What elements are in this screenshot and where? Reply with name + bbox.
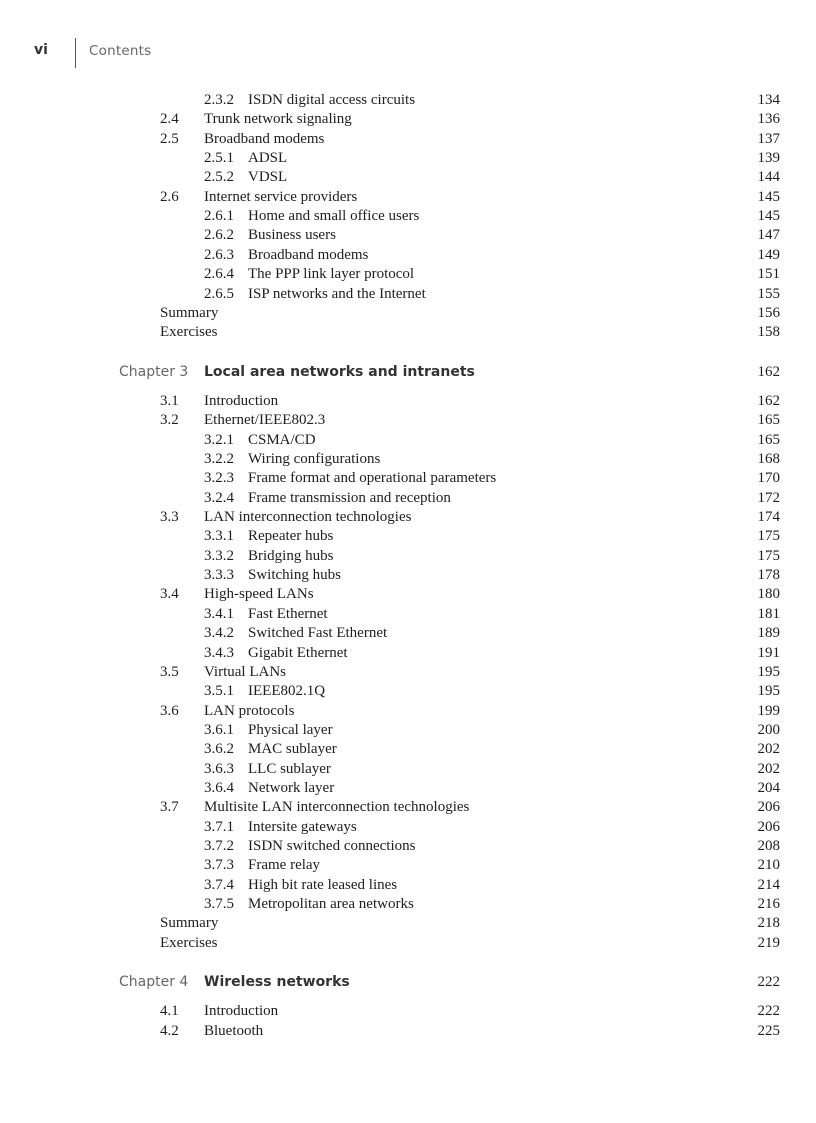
section-number: 3.1	[160, 392, 179, 409]
section-number: 3.7.2	[204, 838, 234, 854]
section-title: LAN protocols	[204, 702, 295, 719]
page-ref: 222	[757, 1003, 780, 1020]
section-title: Frame format and operational parameters	[248, 470, 497, 487]
section-number: 4.2	[160, 1022, 179, 1039]
section-number: 3.2.4	[204, 489, 234, 506]
running-header	[0, 38, 816, 68]
toc-entry	[0, 837, 816, 856]
page-ref: 218	[757, 915, 780, 932]
section-title: Trunk network signaling	[204, 111, 352, 128]
section-title: Introduction	[204, 1003, 279, 1020]
toc-entry	[0, 411, 816, 430]
page-ref: 222	[757, 974, 780, 991]
section-title: Physical layer	[248, 721, 333, 738]
section-number: 2.5	[160, 130, 179, 147]
section-number: 2.5.1	[204, 150, 234, 166]
section-title: IEEE802.1Q	[248, 683, 326, 700]
section-number: 3.7.1	[204, 818, 234, 835]
section-title: Gigabit Ethernet	[248, 644, 348, 661]
section-title: High-speed LANs	[204, 586, 314, 603]
section-number: 3.4.3	[204, 644, 234, 661]
section-title: Ethernet/IEEE802.3	[204, 412, 326, 429]
section-title: Repeater hubs	[248, 528, 334, 545]
section-title: LAN interconnection technologies	[204, 509, 412, 525]
toc-entry	[0, 605, 816, 624]
toc-entry	[0, 663, 816, 682]
section-title: Introduction	[204, 392, 279, 409]
page-ref: 147	[757, 227, 780, 244]
section-title: Broadband modems	[248, 246, 369, 263]
toc-entry	[0, 188, 816, 207]
page-ref: 165	[757, 412, 780, 429]
section-number: 3.6.1	[204, 721, 234, 738]
section-title: Metropolitan area networks	[248, 896, 414, 912]
page-ref: 200	[757, 721, 780, 738]
toc-entry	[0, 547, 816, 566]
page-ref: 175	[757, 547, 780, 564]
toc-entry	[0, 246, 816, 265]
section-title: Virtual LANs	[204, 663, 287, 680]
section-title: Wiring configurations	[248, 451, 381, 467]
section-number: 3.4	[160, 586, 179, 603]
section-number: 2.6.1	[204, 208, 234, 225]
toc-entry	[0, 265, 816, 284]
chapter-title: Wireless networks	[204, 974, 350, 991]
toc-entry	[0, 469, 816, 488]
toc-entry	[0, 798, 816, 817]
section-title: Broadband modems	[204, 130, 325, 147]
section-number: 3.7.4	[204, 876, 234, 893]
toc-entry	[0, 168, 816, 187]
section-title: Business users	[248, 227, 336, 244]
section-number: 3.2	[160, 412, 179, 429]
section-number: 3.2.1	[204, 431, 234, 448]
page-ref: 170	[757, 470, 780, 487]
section-title: Summary	[160, 915, 219, 932]
section-number: 3.2.3	[204, 470, 234, 487]
page-ref: 195	[757, 663, 780, 680]
section-number: 2.6.3	[204, 246, 234, 263]
section-title: Fast Ethernet	[248, 605, 328, 622]
section-number: 3.7	[160, 799, 179, 816]
section-number: 3.6	[160, 702, 179, 719]
page-ref: 206	[757, 799, 780, 816]
page-ref: 180	[757, 586, 780, 603]
toc-entry	[0, 914, 816, 933]
section-title: CSMA/CD	[248, 431, 316, 448]
toc-entry	[0, 450, 816, 469]
section-title: Summary	[160, 304, 219, 321]
page-ref: 216	[757, 896, 780, 912]
page-ref: 195	[757, 683, 780, 700]
section-number: 3.3.2	[204, 547, 234, 564]
toc-entry	[0, 566, 816, 585]
section-title: Frame transmission and reception	[248, 489, 451, 506]
section-title: Exercises	[160, 934, 218, 951]
toc-entry	[0, 682, 816, 701]
toc-entry	[0, 149, 816, 168]
section-number: 3.3.1	[204, 528, 234, 545]
section-title: The PPP link layer protocol	[248, 266, 415, 283]
toc-entry	[0, 91, 816, 110]
toc-entry	[0, 702, 816, 721]
page-ref: 155	[757, 285, 780, 302]
section-title: Switching hubs	[248, 567, 341, 584]
section-number: 4.1	[160, 1003, 179, 1020]
section-title: Internet service providers	[204, 188, 358, 205]
page-ref: 134	[757, 92, 780, 108]
page-ref: 136	[757, 111, 780, 128]
toc-entry	[0, 489, 816, 508]
page-ref: 144	[757, 169, 780, 186]
toc-entry	[0, 130, 816, 149]
page-ref: 156	[757, 304, 780, 321]
toc-entry	[0, 934, 816, 953]
toc-entry	[0, 207, 816, 226]
page-ref: 214	[757, 876, 780, 893]
section-title: ISDN switched connections	[248, 838, 416, 854]
toc-entry	[0, 740, 816, 759]
section-number: 3.7.3	[204, 857, 234, 874]
toc-entry	[0, 110, 816, 129]
page-ref: 172	[757, 489, 780, 506]
section-number: 2.6.5	[204, 285, 234, 302]
toc-entry	[0, 644, 816, 663]
chapter-label: Chapter 3	[119, 363, 189, 380]
section-number: 3.7.5	[204, 896, 234, 912]
section-number: 3.6.4	[204, 779, 234, 796]
section-number: 2.6.4	[204, 266, 234, 283]
toc-entry	[0, 856, 816, 875]
section-title: Intersite gateways	[248, 818, 357, 835]
page-ref: 189	[757, 625, 780, 642]
section-title: LLC sublayer	[248, 760, 331, 777]
toc-entry	[0, 760, 816, 779]
section-title: Switched Fast Ethernet	[248, 625, 388, 642]
page-ref: 178	[757, 567, 780, 584]
page-ref: 174	[757, 509, 780, 525]
page-ref: 168	[757, 451, 780, 467]
section-number: 3.5	[160, 663, 179, 680]
page-ref: 139	[757, 150, 780, 166]
page-number: vi	[34, 42, 48, 58]
page-ref: 202	[757, 760, 780, 777]
toc-chapter-heading	[0, 363, 816, 382]
toc-entry	[0, 876, 816, 895]
toc-entry	[0, 1022, 816, 1041]
section-title: High bit rate leased lines	[248, 876, 398, 893]
toc-entry	[0, 779, 816, 798]
toc-entry	[0, 431, 816, 450]
section-title: ISP networks and the Internet	[248, 285, 426, 302]
page-ref: 181	[757, 605, 780, 622]
page-ref: 202	[757, 741, 780, 758]
page-ref: 210	[757, 857, 780, 874]
section-number: 2.6.2	[204, 227, 234, 244]
section-number: 2.3.2	[204, 92, 234, 108]
section-number: 3.2.2	[204, 451, 234, 467]
page-ref: 225	[757, 1022, 780, 1039]
section-number: 3.6.3	[204, 760, 234, 777]
section-title: ISDN digital access circuits	[248, 92, 416, 108]
section-title: Exercises	[160, 324, 218, 341]
toc-entry	[0, 392, 816, 411]
toc-chapter-heading	[0, 973, 816, 992]
toc-entry	[0, 508, 816, 527]
section-title: Home and small office users	[248, 208, 420, 225]
section-title: Frame relay	[248, 857, 321, 874]
chapter-title: Local area networks and intranets	[204, 363, 475, 380]
section-number: 3.4.1	[204, 605, 234, 622]
page-ref: 219	[757, 934, 780, 951]
section-number: 2.5.2	[204, 169, 234, 186]
page-ref: 158	[757, 324, 780, 341]
header-divider	[75, 38, 76, 68]
page-ref: 151	[757, 266, 780, 283]
section-number: 3.3	[160, 509, 179, 525]
section-number: 3.3.3	[204, 567, 234, 584]
toc-entry	[0, 323, 816, 342]
section-title: VDSL	[248, 169, 288, 186]
page-ref: 149	[757, 246, 780, 263]
toc-entry	[0, 721, 816, 740]
toc-entry	[0, 585, 816, 604]
page-ref: 199	[757, 702, 780, 719]
section-title: Bridging hubs	[248, 547, 334, 564]
toc-entry	[0, 285, 816, 304]
section-title: MAC sublayer	[248, 741, 337, 758]
page-ref: 137	[757, 130, 780, 147]
section-title: Network layer	[248, 779, 335, 796]
page-ref: 162	[757, 363, 780, 380]
toc-entry	[0, 226, 816, 245]
section-number: 3.4.2	[204, 625, 234, 642]
header-title: Contents	[89, 43, 152, 59]
page-ref: 206	[757, 818, 780, 835]
chapter-label: Chapter 4	[119, 974, 189, 991]
page-ref: 208	[757, 838, 780, 854]
toc-entry	[0, 304, 816, 323]
section-title: Multisite LAN interconnection technologies	[204, 799, 470, 816]
page-ref: 145	[757, 208, 780, 225]
section-number: 2.6	[160, 188, 179, 205]
section-title: Bluetooth	[204, 1022, 264, 1039]
section-title: ADSL	[248, 150, 288, 166]
section-number: 3.5.1	[204, 683, 234, 700]
page-ref: 191	[757, 644, 780, 661]
section-number: 2.4	[160, 111, 179, 128]
page-ref: 175	[757, 528, 780, 545]
page-ref: 204	[757, 779, 780, 796]
toc-entry	[0, 527, 816, 546]
page-ref: 162	[757, 392, 780, 409]
toc-entry	[0, 624, 816, 643]
toc-entry	[0, 818, 816, 837]
toc-entry	[0, 1002, 816, 1021]
section-number: 3.6.2	[204, 741, 234, 758]
page-ref: 145	[757, 188, 780, 205]
page-ref: 165	[757, 431, 780, 448]
toc-entry	[0, 895, 816, 914]
